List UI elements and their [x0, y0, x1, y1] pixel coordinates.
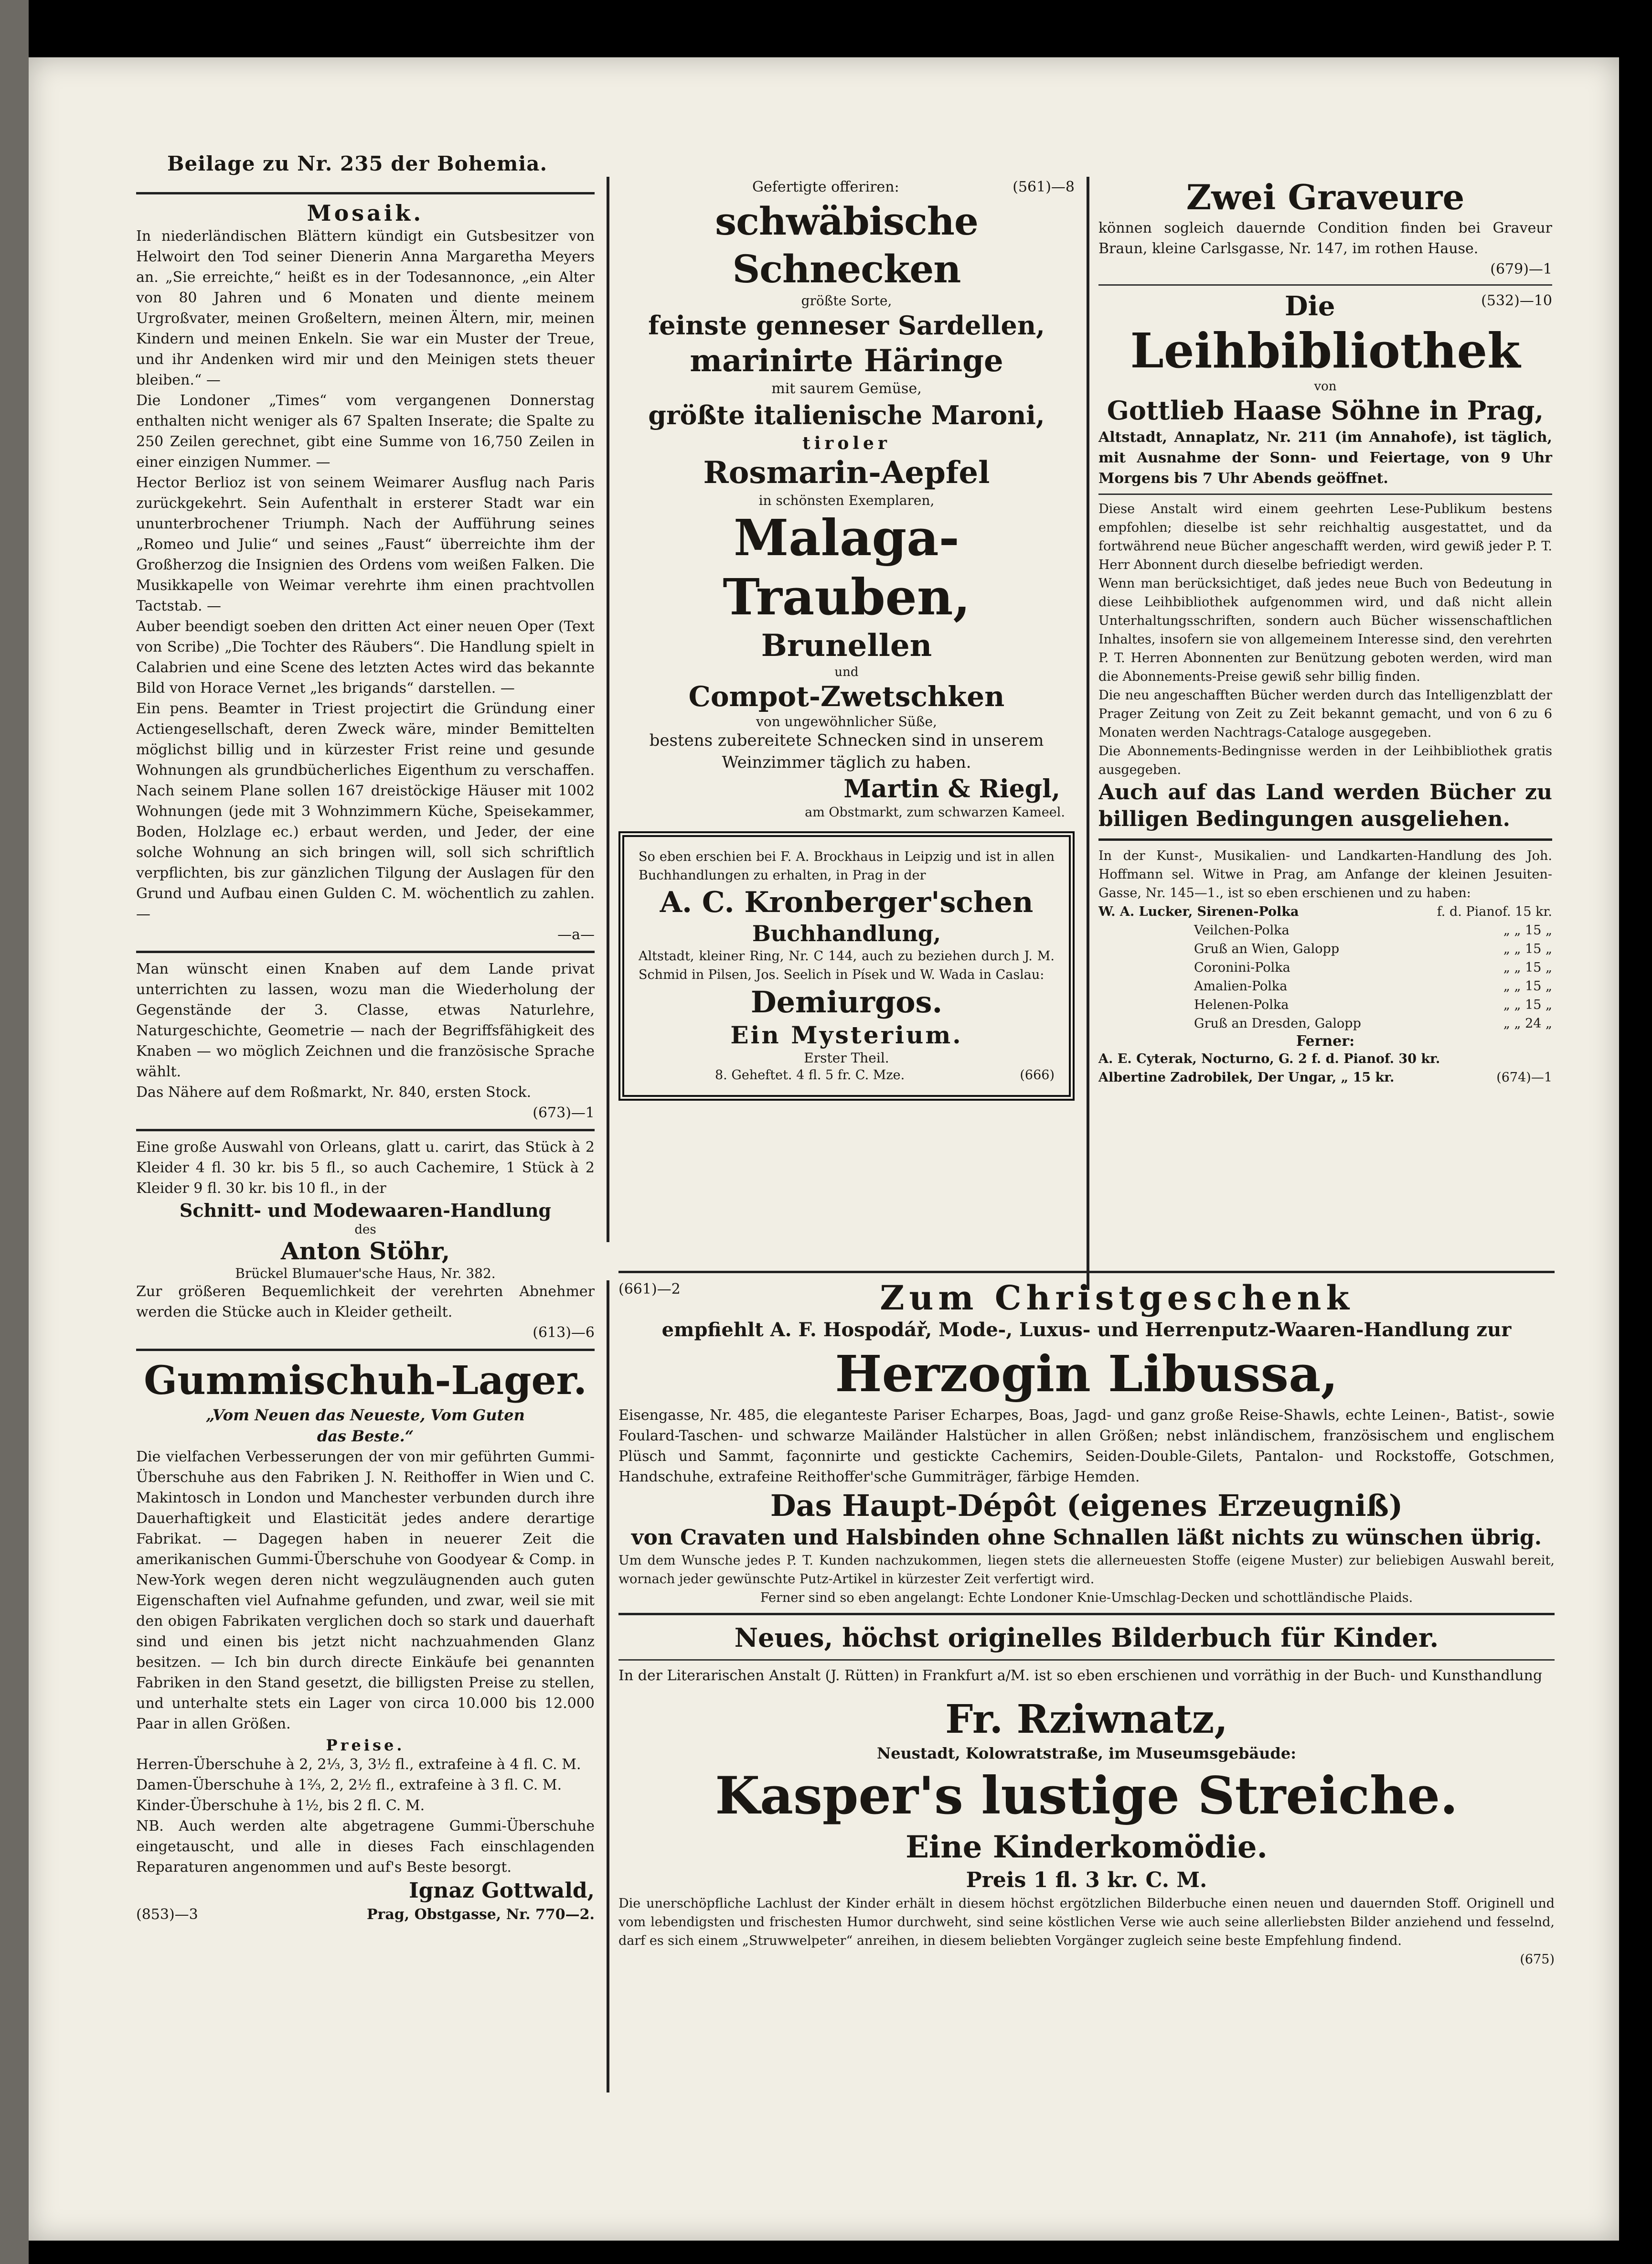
music-last-row	[1098, 1068, 1552, 1087]
libussa-text: Eisengasse, Nr. 485, die eleganteste Pariser Echarpes, Boas, Jagd- und ganz große Reise-Shawls, echte Leinen-, Batist-, sowie Foulard-Taschen- und schwarze Mailänder Halstücher in allen Größen; nebst inländischem, französischem und englischem Plüsch und Sammt, façonnirte und gestickte Cachemirs, Seiden-Double-Gilets, Pantalon- und Rockstoffe, Gotschmen, Handschuhe, extrafeine Reithoffer'sche Gummiträger, färbige Hemden.	[618, 1407, 1555, 1485]
gummi-motto: „Vom Neuen das Neueste, Vom Guten das Beste.“	[206, 1406, 525, 1445]
apples-note: in schönsten Exemplaren,	[758, 493, 935, 508]
gummi-title: Gummischuh-Lager.	[144, 1358, 587, 1404]
gummi-note: NB. Auch werden alte abgetragene Gummi-Überschuhe eingetauscht, und alle in dieses Fach einschlagenden Reparaturen angenommen und auf's Beste besorgt.	[136, 1818, 595, 1876]
page-header	[167, 152, 597, 175]
stoehr-address: Brückel Blumauer'sche Haus, Nr. 382.	[235, 1266, 496, 1281]
library-title: Leihbibliothek	[1130, 322, 1521, 379]
polka-price: „ „ 15 „	[1503, 960, 1552, 975]
column-middle	[618, 177, 1075, 1112]
bottom-section	[618, 1271, 1555, 1969]
depot-text: Um dem Wunsche jedes P. T. Kunden nachzukommen, liegen stets die allerneuesten Stoffe (eigene Muster) zur beliebigen Auswahl bereit, wornach jeder gewünschte Putz-Artikel in kürzester Zeit verfertigt wird.	[618, 1553, 1555, 1587]
polka-name: W. A. Lucker, Sirenen-Polka	[1098, 904, 1299, 919]
section-rule	[618, 1271, 1555, 1273]
music-ferner: Ferner:	[1296, 1033, 1355, 1050]
mosaik-paragraph: Hector Berlioz ist von seinem Weimarer Ausflug nach Paris zurückgekehrt. Sein Aufenthalt in ersterer Stadt war ein ununterbrochener Triumph. Nach der Aufführung seines „Romeo und Julie“ und seines „Faust“ überreichte ihm der Großherzog die Insignien des Ordens vom weißen Falken. Die Musikkapelle von Weimar verehrte ihm einen prachtvollen Tactstab. —	[136, 474, 595, 614]
tutor-ad-number: (673)—1	[533, 1105, 595, 1121]
book-subtitle: Ein Mysterium.	[730, 1021, 963, 1049]
kasper-number: (675)	[1520, 1952, 1555, 1967]
stoehr-shop-type: Schnitt- und Modewaaren-Handlung	[179, 1200, 552, 1221]
engravers-text: können sogleich dauernde Condition finden bei Graveur Braun, kleine Carlsgasse, Nr. 147, im rothen Hause.	[1098, 220, 1552, 257]
bookseller-name: Fr. Rziwnatz,	[945, 1696, 1228, 1742]
book-part: Erster Theil.	[804, 1050, 889, 1066]
section-rule	[1098, 494, 1552, 495]
header-rule	[136, 192, 595, 194]
gummi-address: Prag, Obstgasse, Nr. 770—2.	[367, 1906, 595, 1923]
gummi-number: (853)—3	[136, 1906, 198, 1923]
page-edge	[0, 0, 29, 2264]
polka-row	[1098, 996, 1552, 1014]
gummi-price-line: Damen-Überschuhe à 1⅔, 2, 2½ fl., extrafeine à 3 fl. C. M.	[136, 1777, 562, 1793]
library-number: (532)—10	[1481, 292, 1552, 309]
grapes-line: Malaga-Trauben,	[723, 508, 970, 626]
and-label: und	[834, 665, 859, 679]
gummi-ad	[136, 1357, 595, 1925]
gummi-text: Die vielfachen Verbesserungen der von mir geführten Gummi-Überschuhe aus den Fabriken J. N. Reithoffer in Wien und C. Makintosch in London und Manchester verbunden durch ihre Dauerhaftigkeit und Elasticität jedes andere derartige Fabrikat. — Dagegen haben in neuerer Zeit die amerikanischen Gummi-Überschuhe von Goodyear & Comp. in New-York wegen deren nicht wegzuläugnenden auch guten Eigenschaften viel Aufnahme gefunden, und zwar, weil sie mit den obigen Fabrikaten verglichen doch so stark und dauerhaft sind und einen bis jetzt nicht nachzuahmenden Glanz besitzen. — Ich bin durch directe Einkäufe bei genannten Fabriken in den Stand gesetzt, die billigsten Preise zu stellen, und unterhalte stets ein Lager von circa 10.000 bis 12.000 Paar in allen Größen.	[136, 1449, 595, 1732]
kasper-price: Preis 1 fl. 3 kr. C. M.	[966, 1868, 1207, 1892]
bookseller-address: Neustadt, Kolowratstraße, im Museumsgebäude:	[876, 1744, 1297, 1762]
depot-ferner: Ferner sind so eben angelangt: Echte Londoner Knie-Umschlag-Decken und schottländische Plaids.	[760, 1590, 1413, 1605]
plums-line: Compot-Zwetschken	[688, 680, 1005, 713]
bookshop-address: Altstadt, kleiner Ring, Nr. C 144, auch zu beziehen durch J. M. Schmid in Pilsen, Jos. Seelich in Písek und W. Wada in Caslau:	[639, 949, 1055, 982]
section-rule	[1098, 284, 1552, 286]
apples-line: Rosmarin-Aepfel	[703, 455, 990, 491]
book-ad-box	[618, 831, 1075, 1101]
column-rule-left	[607, 177, 609, 1242]
polka-price: „ „ 15 „	[1503, 979, 1552, 994]
snails-offer: bestens zubereitete Schnecken sind in unserem Weinzimmer täglich zu haben.	[649, 731, 1044, 772]
bookshop-name: A. C. Kronberger'schen	[660, 886, 1034, 919]
library-topline	[1098, 290, 1552, 322]
depot-title: Das Haupt-Dépôt (eigenes Erzeugniß)	[770, 1488, 1403, 1523]
stoehr-ad	[136, 1137, 595, 1343]
polka-row	[1098, 1014, 1552, 1033]
music-number: (674)—1	[1496, 1070, 1552, 1085]
section-rule	[618, 1659, 1555, 1661]
book-ad-intro: So eben erschien bei F. A. Brockhaus in Leipzig und ist in allen Buchhandlungen zu erhalten, in Prag in der	[639, 849, 1055, 883]
bookshop-type: Buchhandlung,	[752, 921, 941, 946]
book-price: 8. Geheftet. 4 fl. 5 fr. C. Mze.	[715, 1068, 905, 1083]
herring-line: marinirte Häringe	[690, 343, 1003, 379]
snails-heading: schwäbische Schnecken	[715, 199, 978, 291]
polka-name: Veilchen-Polka	[1194, 923, 1290, 938]
mosaik-paragraph: Ein pens. Beamter in Triest projectirt die Gründung einer Actiengesellschaft, deren Zweck wäre, minder Bemittelten möglichst billig und in kürzester Frist reine und gesunde Wohnungen als grundbücherliches Eigenthum zu verschaffen. Nach seinem Plane sollen 167 dreistöckige Häuser mit 1002 Wohnungen (jede mit 3 Wohnzimmern Küche, Speisekammer, Boden, Holzlage ec.) erbaut werden, und Jeder, der eine solche Wohnung an sich bringen will, soll sich schriftlich verpflichten, bis zur gänzlichen Tilgung der Auslagen für den Grund und Aufbau einen Gulden C. M. wöchentlich zu zahlen. —	[136, 700, 595, 923]
section-rule	[136, 951, 595, 953]
picturebook-heading: Neues, höchst originelles Bilderbuch für Kinder.	[734, 1622, 1439, 1653]
stoehr-number: (613)—6	[533, 1324, 595, 1341]
mosaik-paragraph: Auber beendigt soeben den dritten Act einer neuen Oper (Text von Scribe) „Die Tochter des Räubers“. Die Handlung spielt in Calabrien und eine Scene des letzten Actes wird das bekannte Bild von Horace Vernet „les brigands“ darstellen. —	[136, 618, 595, 697]
stoehr-note: Zur größeren Bequemlichkeit der verehrten Abnehmer werden die Stücke auch in Kleider getheilt.	[136, 1283, 595, 1320]
delicacy-topline	[618, 177, 1075, 197]
tutor-ad	[136, 959, 595, 1123]
polka-price: „ „ 15 „	[1503, 942, 1552, 956]
christmas-topline	[618, 1279, 1555, 1317]
polka-row	[1098, 921, 1552, 940]
library-von: von	[1314, 379, 1337, 394]
gummi-price-line: Herren-Überschuhe à 2, 2⅓, 3, 3½ fl., extrafeine à 4 fl. C. M.	[136, 1756, 581, 1773]
firm-name: Martin & Riegl,	[843, 774, 1060, 804]
delicacy-intro: Gefertigte offeriren:	[752, 179, 899, 195]
kasper-subtitle: Eine Kinderkomödie.	[906, 1829, 1268, 1865]
library-country-note: Auch auf das Land werden Bücher zu billigen Bedingungen ausgeliehen.	[1098, 780, 1552, 831]
polka-price: „ „ 15 „	[1503, 998, 1552, 1012]
music-nocturno: A. E. Cyterak, Nocturno, G. 2 f. d. Pianof. 30 kr.	[1098, 1052, 1440, 1066]
section-rule	[136, 1349, 595, 1351]
stoehr-des: des	[354, 1223, 376, 1237]
stoehr-name: Anton Stöhr,	[280, 1237, 450, 1265]
chestnuts-line: größte italienische Maroni,	[648, 400, 1045, 430]
column-rule-right	[1087, 177, 1089, 1290]
christmas-title: Zum Christgeschenk	[880, 1278, 1354, 1318]
column-right	[1098, 177, 1552, 1087]
section-rule	[618, 1613, 1555, 1615]
polka-row	[1098, 940, 1552, 958]
engravers-title: Zwei Graveure	[1186, 177, 1465, 217]
stoehr-ad-text: Eine große Auswahl von Orleans, glatt u. carirt, das Stück à 2 Kleider 4 fl. 30 kr. bis 5 fl., so auch Cachemire, 1 Stück à 2 Kleider 9 fl. 30 kr. bis 10 fl., in der	[136, 1139, 595, 1197]
library-paragraph: Die Abonnements-Bedingnisse werden in der Leihbibliothek gratis ausgegeben.	[1098, 744, 1552, 777]
polka-row	[1098, 958, 1552, 977]
tutor-ad-address: Das Nähere auf dem Roßmarkt, Nr. 840, ersten Stock.	[136, 1084, 532, 1101]
polka-price: „ „ 15 „	[1503, 923, 1552, 938]
library-paragraph: Die neu angeschafften Bücher werden durch das Intelligenzblatt der Prager Zeitung von Zeit zu Zeit bekannt gemacht, und von 6 zu 6 Monaten werden Nachtrags-Cataloge ausgegeben.	[1098, 688, 1552, 740]
picturebook-publisher: In der Literarischen Anstalt (J. Rütten) in Frankfurt a/M. ist so eben erschienen und vorräthig in der Buch- und Kunsthandlung	[618, 1667, 1543, 1684]
music-ungar: Albertine Zadrobilek, Der Ungar, „ 15 kr.	[1098, 1070, 1395, 1085]
polka-row	[1098, 902, 1552, 921]
polka-name: Amalien-Polka	[1194, 979, 1288, 994]
christmas-recommend: empfiehlt A. F. Hospodář, Mode-, Luxus- und Herrenputz-Waaren-Handlung zur	[661, 1319, 1512, 1341]
library-owner: Gottlieb Haase Söhne in Prag,	[1107, 395, 1544, 426]
plums-note: von ungewöhnlicher Süße,	[756, 714, 937, 730]
book-price-row	[639, 1066, 1055, 1084]
polka-name: Helenen-Polka	[1194, 998, 1289, 1012]
snails-size: größte Sorte,	[801, 293, 892, 309]
column-rule-bottom-left	[607, 1280, 609, 2092]
library-paragraph: Diese Anstalt wird einem geehrten Lese-Publikum bestens empfohlen; dieselbe ist sehr reichhaltig ausgestattet, und da fortwährend neue Bücher angeschafft werden, wird gewiß jeder P. T. Herr Abonnent durch dieselbe befriedigt werden.	[1098, 502, 1552, 572]
sardines-line: feinste genneser Sardellen,	[648, 310, 1045, 341]
mosaik-heading: Mosaik.	[307, 200, 424, 226]
engravers-number: (679)—1	[1490, 261, 1552, 278]
prunes-line: Brunellen	[761, 628, 932, 664]
polka-list	[1098, 902, 1552, 1033]
mosaik-signature: —a—	[557, 926, 595, 943]
library-hours: Altstadt, Annaplatz, Nr. 211 (im Annahofe), ist täglich, mit Ausnahme der Sonn- und Feiertage, von 9 Uhr Morgens bis 7 Uhr Abends geöffnet.	[1098, 429, 1552, 487]
gummi-price-line: Kinder-Überschuhe à 1½, bis 2 fl. C. M.	[136, 1797, 425, 1814]
libussa-title: Herzogin Libussa,	[835, 1344, 1338, 1403]
gummi-prices-heading: Preise.	[326, 1736, 405, 1754]
delicacy-number: (561)—8	[1013, 179, 1075, 195]
tutor-ad-text: Man wünscht einen Knaben auf dem Lande privat unterrichten zu lassen, wozu man die Wiederholung der Gegenstände der 3. Classe, etwas Naturlehre, Naturgeschichte, Geometrie — nach der Begriffsfähigkeit des Knaben — wo möglich Zeichnen und die französische Sprache wählt.	[136, 961, 595, 1080]
mosaik-paragraph: In niederländischen Blättern kündigt ein Gutsbesitzer von Helwoirt den Tod seiner Dienerin Anna Margaretha Meyers an. „Sie erreichte,“ heißt es in der Todesannonce, „ein Alter von 80 Jahren und 6 Monaten und diente meinem Urgroßvater, meinen Großeltern, meinen Ältern, mir, meinen Kindern und meinen Enkeln. Sie war ein Muster der Treue, und ihr Andenken wird mir und den Meinigen stets theuer bleiben.“ —	[136, 228, 595, 388]
herring-note: mit saurem Gemüse,	[771, 380, 922, 397]
mosaik-section	[136, 226, 595, 945]
supplement-title: Beilage zu Nr. 235 der Bohemia.	[167, 152, 548, 175]
mosaik-paragraph: Die Londoner „Times“ vom vergangenen Donnerstag enthalten nicht weniger als 67 Spalten Inserate; die Spalte zu 250 Zeilen gerechnet, gibt eine Summe von 16,750 Zeilen in einer einzigen Nummer. —	[136, 392, 595, 471]
book-number: (666)	[1020, 1068, 1055, 1083]
polka-name: Gruß an Wien, Galopp	[1194, 942, 1340, 956]
polka-row	[1098, 977, 1552, 996]
section-rule	[1098, 838, 1552, 841]
tyrolean-label: tiroler	[802, 433, 891, 453]
gummi-signature: Ignaz Gottwald,	[409, 1878, 595, 1903]
polka-price: „ „ 24 „	[1503, 1016, 1552, 1031]
depot-cravats: von Cravaten und Halsbinden ohne Schnallen läßt nichts zu wünschen übrig.	[631, 1525, 1542, 1550]
gummi-footer	[136, 1904, 595, 1925]
firm-address: am Obstmarkt, zum schwarzen Kameel.	[805, 805, 1065, 820]
music-shop-text: In der Kunst-, Musikalien- und Landkarten-Handlung des Joh. Hoffmann sel. Witwe in Prag, am Anfange der kleinen Jesuiten-Gasse, Nr. 145—1., ist so eben erschienen und zu haben:	[1098, 848, 1552, 901]
kasper-description: Die unerschöpfliche Lachlust der Kinder erhält in diesem höchst ergötzlichen Bilderbuche einen neuen und dauernden Stoff. Originell und vom lebendigsten und frischesten Humor durchweht, sind seine köstlichen Verse wie auch seine allerliebsten Bilder anziehend und fesselnd, darf es sich einem „Struwwelpeter“ anreihen, in diesem beliebten Vorgänger zugleich seine beste Empfehlung findend.	[618, 1896, 1555, 1948]
section-rule	[136, 1129, 595, 1131]
kasper-title: Kasper's lustige Streiche.	[715, 1766, 1458, 1826]
column-left	[136, 186, 595, 1925]
polka-name: Coronini-Polka	[1194, 960, 1290, 975]
book-title: Demiurgos.	[750, 985, 943, 1019]
polka-name: Gruß an Dresden, Galopp	[1194, 1016, 1361, 1031]
polka-price: f. d. Pianof. 15 kr.	[1437, 904, 1552, 919]
library-paragraph: Wenn man berücksichtiget, daß jedes neue Buch von Bedeutung in diese Leihbibliothek aufgenommen wird, und daß nicht allein Unterhaltungsschriften, sondern auch Bücher wissenschaftlichen Inhaltes, insofern sie von allgemeinem Interesse sind, den verehrten P. T. Herren Abonnenten zur Benützung geboten werden, wird man die Abonnements-Preise gewiß sehr billig finden.	[1098, 576, 1552, 684]
christmas-number: (661)—2	[618, 1281, 681, 1298]
library-article: Die	[1285, 290, 1335, 322]
